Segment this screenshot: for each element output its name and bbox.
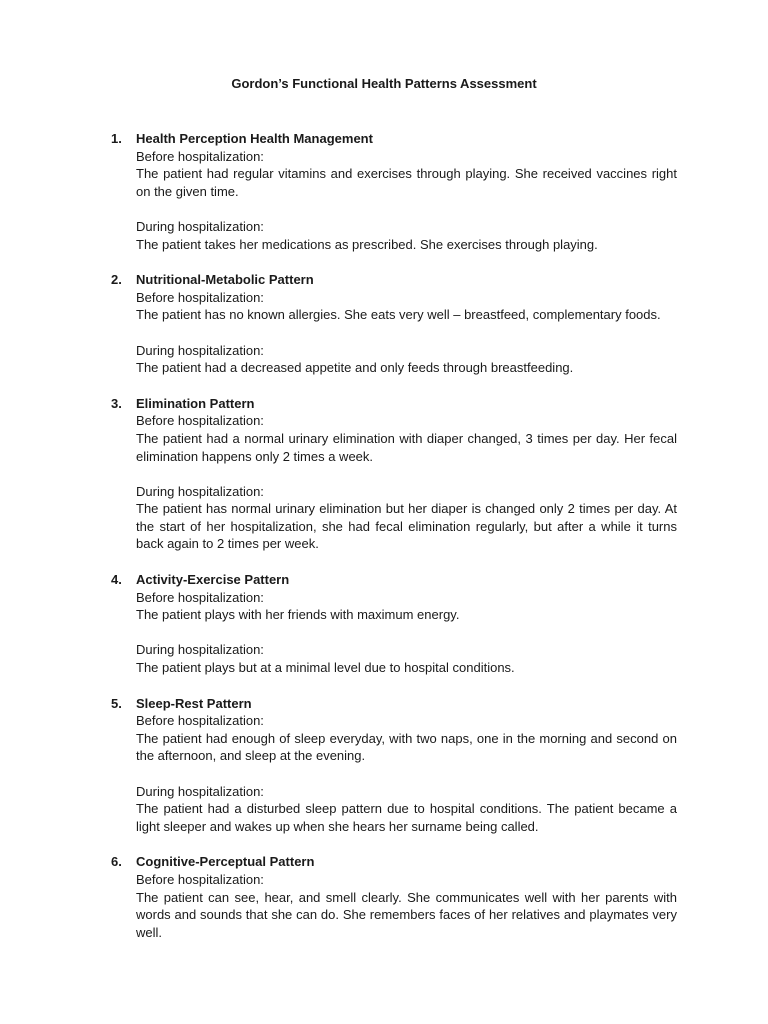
during-text: The patient takes her medications as prescribed. She exercises through playing. (136, 236, 598, 252)
section-activity-exercise (0, 571, 677, 677)
during-label: During hospitalization: (136, 483, 264, 499)
section-number: 1. (111, 131, 122, 146)
section-cognitive-perceptual (0, 853, 677, 941)
section-title: Nutritional-Metabolic Pattern (136, 272, 314, 288)
before-text: The patient had a normal urinary elimination with diaper changed, 3 times per day. Her fecal elimination happens only 2 times a week. (136, 430, 677, 464)
before-label: Before hospitalization: (136, 289, 264, 305)
before-label: Before hospitalization: (136, 589, 264, 605)
section-title: Cognitive-Perceptual Pattern (136, 854, 315, 870)
before-text: The patient had regular vitamins and exercises through playing. She received vaccines right on the given time. (136, 166, 677, 199)
during-text: The patient plays but at a minimal level due to hospital conditions. (136, 660, 515, 676)
spacer (136, 465, 677, 483)
during-text: The patient had a decreased appetite and only feeds through breastfeeding. (136, 360, 574, 376)
spacer (136, 200, 677, 218)
section-sleep-rest (0, 695, 677, 836)
before-label: Before hospitalization: (136, 713, 264, 729)
during-label: During hospitalization: (136, 218, 264, 234)
section-nutritional-metabolic (0, 271, 677, 377)
section-number: 3. (111, 395, 122, 411)
spacer (136, 624, 677, 642)
before-text: The patient had enough of sleep everyday, with two naps, one in the morning and second on the afternoon, and sleep at the evening. (136, 730, 677, 764)
before-text: The patient has no known allergies. She eats very well – breastfeed, complementary foods. (136, 307, 661, 323)
section-number: 5. (111, 695, 122, 711)
section-title: Elimination Pattern (136, 395, 255, 411)
before-label: Before hospitalization: (136, 871, 264, 887)
spacer (136, 765, 677, 783)
section-elimination (0, 395, 677, 553)
section-number: 2. (111, 272, 122, 288)
during-label: During hospitalization: (136, 642, 264, 658)
section-title: Health Perception Health Management (136, 131, 373, 146)
during-text: The patient has normal urinary elimination but her diaper is changed only 2 times per day. At the start of her hospitalization, she had fecal elimination regularly, but after a while it turns back again to 2 times per week. (136, 501, 677, 552)
section-title: Activity-Exercise Pattern (136, 572, 290, 588)
before-text: The patient plays with her friends with maximum energy. (136, 607, 460, 623)
during-label: During hospitalization: (136, 342, 264, 358)
page-title: Gordon’s Functional Health Patterns Assessment (231, 76, 537, 91)
before-text: The patient can see, hear, and smell clearly. She communicates well with her parents with words and sounds that she can do. She remembers faces of her relatives and playmates very well. (136, 889, 677, 940)
during-text: The patient had a disturbed sleep pattern due to hospital conditions. The patient became a light sleeper and wakes up when she hears her surname being called. (136, 801, 677, 834)
during-label: During hospitalization: (136, 783, 264, 799)
pattern-list (0, 130, 768, 959)
section-health-perception (0, 130, 677, 253)
before-label: Before hospitalization: (136, 148, 264, 164)
section-number: 4. (111, 572, 122, 588)
before-label: Before hospitalization: (136, 413, 264, 429)
spacer (136, 324, 677, 342)
section-title: Sleep-Rest Pattern (136, 695, 252, 711)
section-number: 6. (111, 854, 122, 870)
